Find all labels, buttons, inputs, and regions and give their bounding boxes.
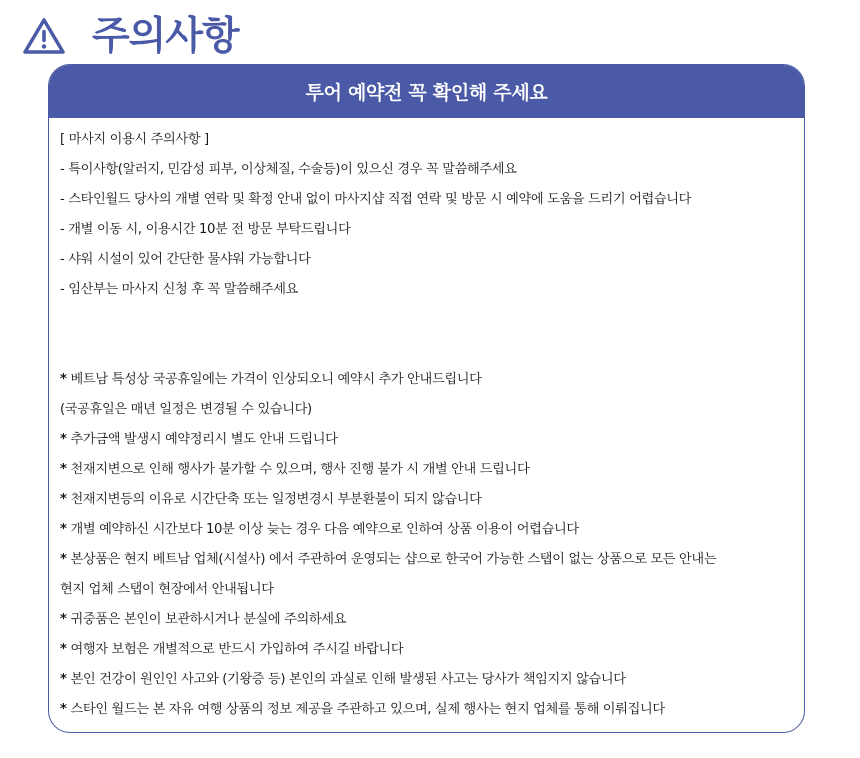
notice-banner: 투어 예약전 꼭 확인해 주세요 <box>49 65 804 118</box>
general-notice-text: (국공휴일은 매년 일정은 변경될 수 있습니다) <box>60 402 312 417</box>
general-notice-item <box>60 670 796 700</box>
asterisk-mark: * <box>60 462 67 477</box>
massage-notice-item: - 특이사항(알러지, 민감성 피부, 이상체질, 수술등)이 있으신 경우 꼭 말씀해주세요 <box>60 162 517 177</box>
asterisk-mark: * <box>60 552 67 567</box>
notice-body <box>60 130 796 730</box>
asterisk-mark: * <box>60 702 67 717</box>
general-notice-text: 여행자 보험은 개별적으로 반드시 가입하여 주시길 바랍니다 <box>70 642 404 657</box>
asterisk-mark: * <box>60 642 67 657</box>
general-notice-item <box>60 430 796 460</box>
general-notice-text: 귀중품은 본인이 보관하시거나 분실에 주의하세요 <box>70 612 347 627</box>
general-notice-item <box>60 550 796 580</box>
general-notice-item <box>60 640 796 670</box>
asterisk-mark: * <box>60 522 67 537</box>
general-notice-item <box>60 700 796 730</box>
general-notice-text: 현지 업체 스탭이 현장에서 안내됩니다 <box>60 582 274 597</box>
asterisk-mark: * <box>60 432 67 447</box>
general-notice-text: 천재지변등의 이유로 시간단축 또는 일정변경시 부분환불이 되지 않습니다 <box>70 492 482 507</box>
asterisk-mark: * <box>60 372 67 387</box>
general-notice-item <box>60 520 796 550</box>
warning-icon <box>22 17 66 55</box>
general-notice-text: 추가금액 발생시 예약정리시 별도 안내 드립니다 <box>70 432 338 447</box>
massage-notice-item: - 임산부는 마사지 신청 후 꼭 말씀해주세요 <box>60 282 299 297</box>
asterisk-mark: * <box>60 672 67 687</box>
massage-notice-item: - 샤워 시설이 있어 간단한 물샤워 가능합니다 <box>60 252 311 267</box>
general-notice-item <box>60 370 796 400</box>
massage-notice-item: - 개별 이동 시, 이용시간 10분 전 방문 부탁드립니다 <box>60 222 351 237</box>
general-notice-item <box>60 580 796 610</box>
general-notice-text: 개별 예약하신 시간보다 10분 이상 늦는 경우 다음 예약으로 인하여 상품 이용이 어렵습니다 <box>70 522 579 537</box>
general-notice-text: 천재지변으로 인해 행사가 불가할 수 있으며, 행사 진행 불가 시 개별 안내 드립니다 <box>70 462 530 477</box>
general-notice-item <box>60 460 796 490</box>
massage-notice-heading: [ 마사지 이용시 주의사항 ] <box>60 132 209 147</box>
notice-box <box>48 64 805 733</box>
asterisk-mark: * <box>60 492 67 507</box>
general-notice-text: 스타인 월드는 본 자유 여행 상품의 정보 제공을 주관하고 있으며, 실제 행사는 현지 업체를 통해 이뤄집니다 <box>70 702 665 717</box>
general-notice-text: 본인 건강이 원인인 사고와 (기왕증 등) 본인의 과실로 인해 발생된 사고는 당사가 책임지지 않습니다 <box>70 672 626 687</box>
general-notice-item <box>60 610 796 640</box>
massage-notice-item: - 스타인월드 당사의 개별 연락 및 확정 안내 없이 마사지샵 직접 연락 및 방문 시 예약에 도움을 드리기 어렵습니다 <box>60 192 692 207</box>
asterisk-mark: * <box>60 612 67 627</box>
page-title: 주의사항 <box>92 13 239 59</box>
general-notice-item <box>60 490 796 520</box>
general-notice-section <box>60 370 796 730</box>
general-notice-item <box>60 400 796 430</box>
general-notice-text: 본상품은 현지 베트남 업체(시설사) 에서 주관하여 운영되는 샵으로 한국어 가능한 스탭이 없는 상품으로 모든 안내는 <box>70 552 717 567</box>
general-notice-text: 베트남 특성상 국공휴일에는 가격이 인상되오니 예약시 추가 안내드립니다 <box>70 372 482 387</box>
page-header <box>22 8 239 64</box>
massage-notice-section <box>60 130 796 310</box>
